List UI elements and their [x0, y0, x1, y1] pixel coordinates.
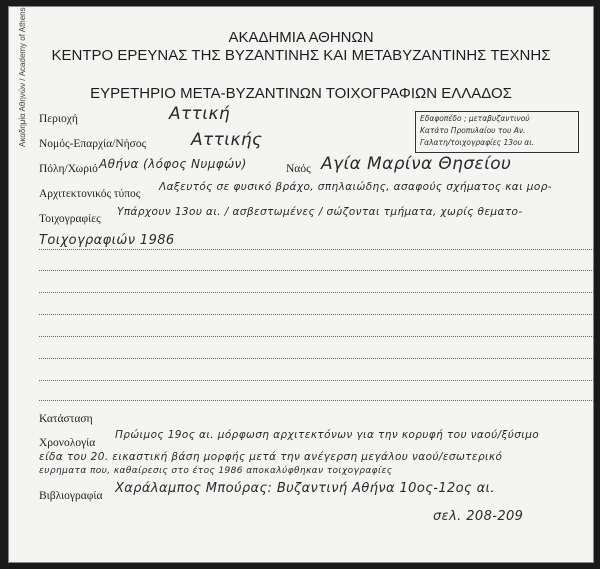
chronology-value: Πρώιμος 19ος αι. μόρφωση αρχιτεκτόνων για την κορυφή του ναού/ξύσιμο [115, 429, 540, 441]
condition-label: Κατάσταση [39, 413, 93, 425]
index-card [8, 6, 594, 563]
chronology-continued-2: ευρηματα που, καθαίρεσις στο έτος 1986 αποκαλύφθηκαν τοιχογραφίες [39, 466, 393, 476]
note-line-2: Κατάτο Προπυλαίου του Αν. [420, 126, 526, 135]
church-label: Ναός [286, 163, 311, 175]
dotted-line [39, 270, 594, 271]
region-label: Περιοχή [39, 113, 78, 125]
city-label: Πόλη/Χωριό [39, 163, 98, 175]
header-line-1: ΑΚΑΔΗΜΙΑ ΑΘΗΝΩΝ [228, 29, 374, 46]
arch-type-value: Λαξευτός σε φυσικό βράχο, σπηλαιώδης, ασαφούς σχήματος και μορ- [159, 181, 552, 193]
dotted-line [39, 358, 594, 359]
prefecture-label: Νομός-Επαρχία/Νήσος [39, 138, 147, 150]
bibliography-label: Βιβλιογραφία [39, 490, 103, 502]
dotted-line [39, 336, 594, 337]
note-line-3: Γαλατη/τοιχογραφίες 13ου αι. [420, 138, 535, 147]
note-box [415, 111, 579, 153]
murals-value: Υπάρχουν 13ου αι. / ασβεστωμένες / σώζονται τμήματα, χωρίς θεματο- [117, 206, 523, 218]
murals-label: Τοιχογραφίες [39, 213, 101, 225]
dotted-line [39, 380, 594, 381]
chronology-continued: είδα του 20. εικαστική βάση μορφής μετά την ανέγερση μεγάλου ναού/εσωτερικό [39, 451, 503, 463]
side-note: Ακαδημία Αθηνών / Academy of Athens [18, 7, 27, 147]
header-line-3: ΕΥΡΕΤΗΡΙΟ ΜΕΤΑ-ΒΥΖΑΝΤΙΝΩΝ ΤΟΙΧΟΓΡΑΦΙΩΝ ΕΛΛΑΔΟΣ [90, 85, 512, 102]
prefecture-value: Αττικής [191, 130, 263, 150]
dotted-line [39, 249, 594, 250]
header-line-2: ΚΕΝΤΡΟ ΕΡΕΥΝΑΣ ΤΗΣ ΒΥΖΑΝΤΙΝΗΣ ΚΑΙ ΜΕΤΑΒΥΖΑΝΤΙΝΗΣ ΤΕΧΝΗΣ [51, 47, 551, 64]
bibliography-value: Χαράλαμπος Μπούρας: Βυζαντινή Αθήνα 10ος-12ος αι. [115, 481, 495, 496]
church-value: Αγία Μαρίνα Θησείου [321, 154, 512, 174]
pages-value: σελ. 208-209 [433, 509, 524, 524]
region-value: Αττική [169, 104, 231, 124]
dotted-line [39, 292, 594, 293]
chronology-label: Χρονολογία [39, 437, 96, 449]
dotted-line [39, 400, 594, 401]
city-value: Αθήνα (λόφος Νυμφών) [99, 157, 247, 171]
arch-type-label: Αρχιτεκτονικός τύπος [39, 188, 141, 200]
murals-continued: Τοιχογραφιών 1986 [39, 233, 175, 248]
dotted-line [39, 314, 594, 315]
note-line-1: Εδαφοπέδο ; μεταβυζαντινού [420, 114, 530, 123]
